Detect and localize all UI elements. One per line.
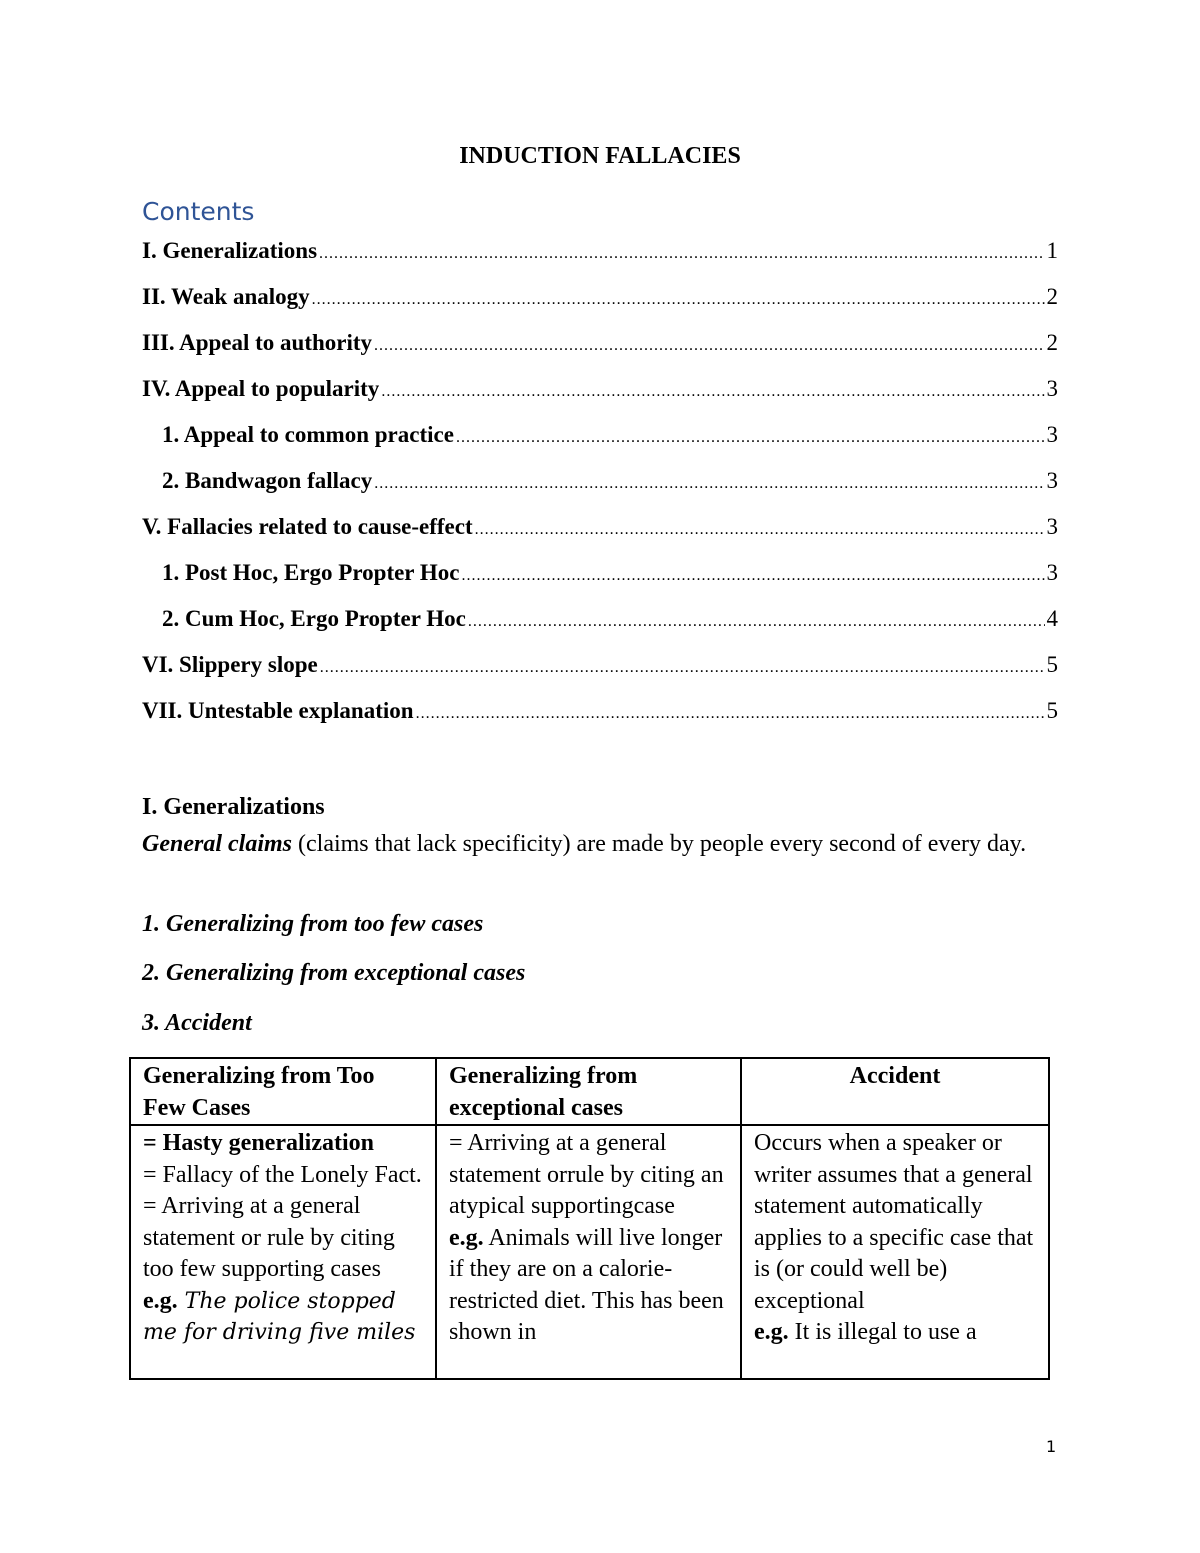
document-title: INDUCTION FALLACIES: [459, 143, 741, 169]
toc-entry[interactable]: [142, 514, 1058, 542]
table-header-cell: Generalizing from exceptional cases: [436, 1058, 741, 1125]
toc-entry[interactable]: [142, 652, 1058, 680]
contents-heading: Contents: [142, 197, 255, 226]
exceptional-definition: = Arriving at a general statement orrule by citing an atypical supportingcase: [449, 1130, 724, 1219]
toc-dot-leader: [456, 429, 1045, 447]
toc-entry-page: 1: [1046, 238, 1058, 263]
toc-entry[interactable]: [142, 330, 1058, 358]
toc-entry[interactable]: [142, 698, 1058, 726]
table-cell-accident: [741, 1125, 1049, 1379]
toc-entry-page: 3: [1046, 560, 1058, 585]
toc-entry-label: II. Weak analogy: [142, 284, 310, 309]
toc-dot-leader: [381, 383, 1044, 401]
table-header-row: [130, 1058, 1049, 1125]
intro-paragraph: [142, 828, 1047, 861]
toc-entry-page: 5: [1046, 652, 1058, 677]
toc-entry-label: 2. Cum Hoc, Ergo Propter Hoc: [162, 606, 466, 631]
toc-entry-page: 5: [1046, 698, 1058, 723]
toc-entry[interactable]: [162, 468, 1058, 496]
toc-entry[interactable]: [162, 422, 1058, 450]
toc-entry-page: 3: [1046, 376, 1058, 401]
toc-dot-leader: [461, 567, 1044, 585]
toc-dot-leader: [312, 291, 1045, 309]
toc-dot-leader: [416, 705, 1045, 723]
toc-dot-leader: [475, 521, 1045, 539]
toc-entry[interactable]: [142, 284, 1058, 312]
toc-entry-label: VII. Untestable explanation: [142, 698, 414, 723]
toc-dot-leader: [468, 613, 1045, 631]
toc-dot-leader: [374, 475, 1044, 493]
accident-definition: Occurs when a speaker or writer assumes that a general statement automatically applies to a specific case that is (or could well be) exceptional: [754, 1130, 1034, 1314]
toc-entry-label: IV. Appeal to popularity: [142, 376, 380, 401]
example-label: e.g.: [143, 1287, 178, 1314]
hasty-generalization-label: = Hasty generalization: [143, 1130, 374, 1156]
toc-entry-page: 3: [1046, 514, 1058, 539]
intro-text: (claims that lack specificity) are made by people every second of every day.: [292, 831, 1027, 857]
toc-entry[interactable]: [162, 560, 1058, 588]
toc-entry[interactable]: [162, 606, 1058, 634]
toc-entry-label: III. Appeal to authority: [142, 330, 373, 355]
example-label: e.g.: [449, 1224, 484, 1251]
example-text: Animals will live longer if they are on a calorie-restricted diet. This has been shown in: [449, 1224, 724, 1345]
example-label: e.g.: [754, 1319, 789, 1345]
toc-entry-label: 2. Bandwagon fallacy: [162, 468, 373, 493]
table-header-cell: Accident: [741, 1058, 1049, 1125]
toc-entry-page: 2: [1046, 284, 1058, 309]
toc-entry[interactable]: [142, 238, 1058, 266]
toc-dot-leader: [374, 337, 1044, 355]
example-text: The police stopped me for driving five miles: [143, 1288, 416, 1345]
example-text: It is illegal to use a: [788, 1319, 977, 1345]
table-header-cell: Generalizing from Too Few Cases: [130, 1058, 436, 1125]
toc-entry-page: 4: [1046, 606, 1058, 631]
toc-entry-label: 1. Appeal to common practice: [162, 422, 454, 447]
toc-entry-label: 1. Post Hoc, Ergo Propter Hoc: [162, 560, 460, 585]
toc-entry[interactable]: [142, 376, 1058, 404]
sub-item-too-few-cases: 1. Generalizing from too few cases: [142, 911, 484, 937]
section-heading: I. Generalizations: [142, 794, 325, 820]
table-cell-exceptional: [436, 1125, 741, 1379]
table-cell-too-few: [130, 1125, 436, 1379]
toc-entry-label: VI. Slippery slope: [142, 652, 318, 677]
toc-dot-leader: [320, 659, 1045, 677]
sub-item-exceptional-cases: 2. Generalizing from exceptional cases: [142, 960, 526, 986]
toc-entry-page: 3: [1046, 422, 1058, 447]
toc-entry-label: V. Fallacies related to cause-effect: [142, 514, 473, 539]
sub-item-accident: 3. Accident: [142, 1010, 252, 1036]
comparison-table: [129, 1057, 1050, 1380]
toc-entry-page: 2: [1046, 330, 1058, 355]
intro-term: General claims: [142, 831, 292, 857]
toc-entry-page: 3: [1046, 468, 1058, 493]
toc-dot-leader: [319, 245, 1044, 263]
toc-entry-label: I. Generalizations: [142, 238, 318, 263]
table-row: [130, 1125, 1049, 1379]
page-number: 1: [1046, 1437, 1057, 1456]
too-few-definition: = Fallacy of the Lonely Fact. = Arriving at a general statement or rule by citing too few supporting cases: [143, 1161, 422, 1282]
